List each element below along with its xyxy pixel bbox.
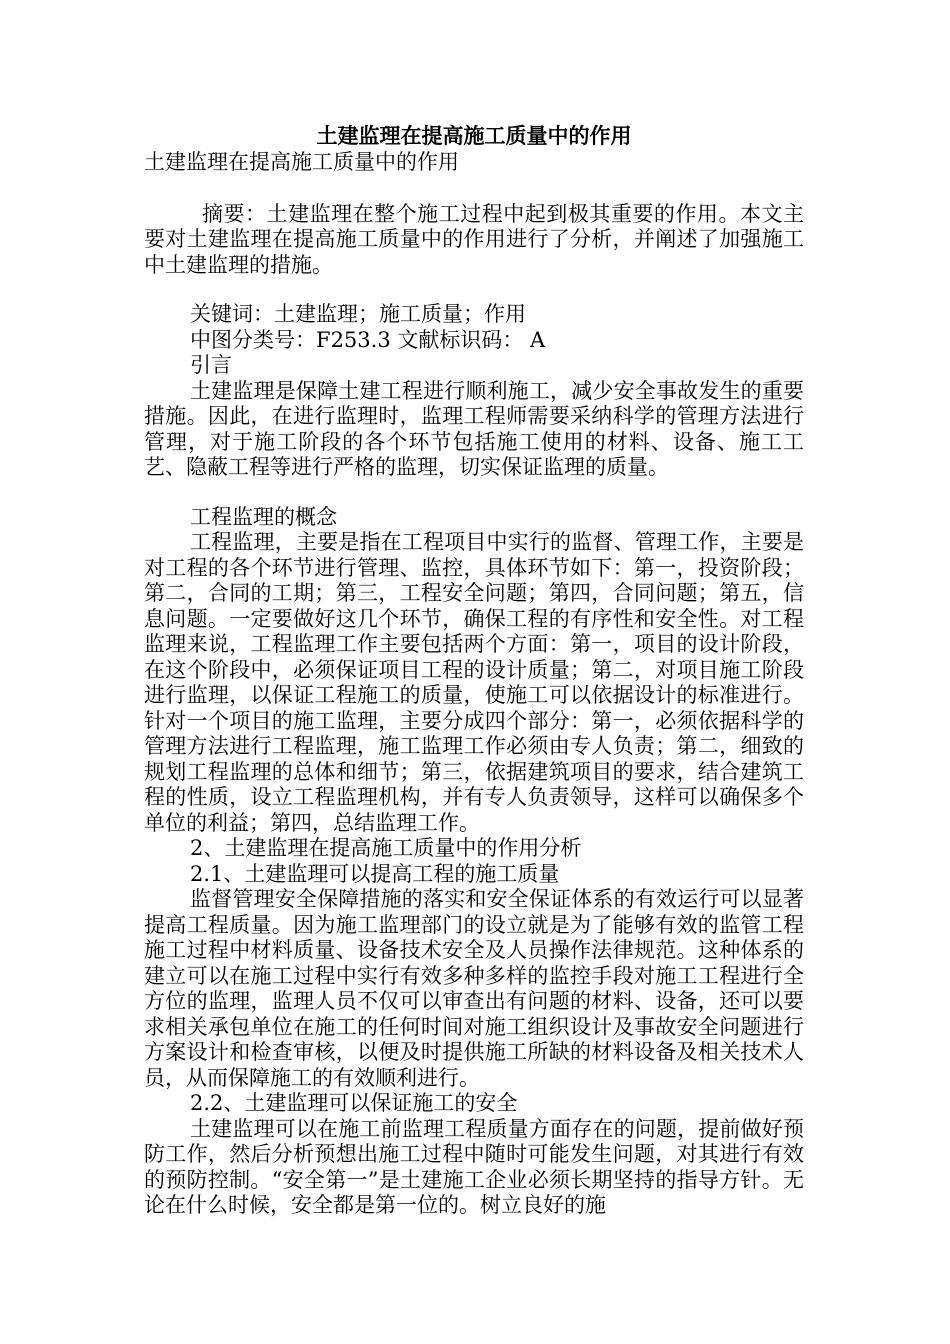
intro-paragraph: 土建监理是保障土建工程进行顺利施工，减少安全事故发生的重要措施。因此，在进行监理时，监理工程师需要采纳科学的管理方法进行管理，对于施工阶段的各个环节包括施工使用的材料、设备、施工工艺、隐蔽工程等进行严格的监理，切实保证监理的质量。: [144, 378, 804, 479]
classification-line: 中图分类号：F253.3 文献标识码： A: [190, 327, 546, 352]
section1-heading: 工程监理的概念: [190, 504, 337, 529]
section1-paragraph: 工程监理，主要是指在工程项目中实行的监督、管理工作，主要是对工程的各个环节进行管理、监控，具体环节如下：第一，投资阶段；第二，合同的工期；第三，工程安全问题；第四，合同问题；第五，信息问题。一定要做好这几个环节，确保工程的有序性和安全性。对工程监理来说，工程监理工作主要包括两个方面：第一，项目的设计阶段，在这个阶段中，必须保证项目工程的设计质量；第二，对项目施工阶段进行监理，以保证工程施工的质量，使施工可以依据设计的标准进行。针对一个项目的施工监理，主要分成四个部分：第一，必须依据科学的管理方法进行工程监理，施工监理工作必须由专人负责；第二，细致的规划工程监理的总体和细节；第三，依据建筑项目的要求，结合建筑工程的性质，设立工程监理机构，并有专人负责领导，这样可以确保多个单位的利益；第四，总结监理工作。: [144, 530, 804, 835]
section22-heading: 2.2、土建监理可以保证施工的安全: [190, 1091, 518, 1115]
document-subtitle: 土建监理在提高施工质量中的作用: [144, 150, 459, 174]
document-body: [144, 122, 804, 1219]
section21-paragraph: 监督管理安全保障措施的落实和安全保证体系的有效运行可以显著提高工程质量。因为施工监理部门的设立就是为了能够有效的监管工程施工过程中材料质量、设备技术安全及人员操作法律规范。这种体系的建立可以在施工过程中实行有效多种多样的监控手段对施工工程进行全方位的监理，监理人员不仅可以审查出有问题的材料、设备，还可以要求相关承包单位在施工的任何时间对施工组织设计及事故安全问题进行方案设计和检查审核，以便及时提供施工所缺的材料设备及相关技术人员，从而保障施工的有效顺利进行。: [144, 887, 804, 1090]
intro-heading: 引言: [190, 353, 232, 377]
keywords-line: 关键词：土建监理；施工质量；作用: [190, 302, 526, 326]
section21-heading: 2.1、土建监理可以提高工程的施工质量: [190, 861, 560, 886]
section22-paragraph: 土建监理可以在施工前监理工程质量方面存在的问题，提前做好预防工作，然后分析预想出施工过程中随时可能发生问题，对其进行有效的预防控制。“安全第一”是土建施工企业必须长期坚持的指导方针。无论在什么时候，安全都是第一位的。树立良好的施: [144, 1116, 804, 1217]
abstract-paragraph: 摘要：土建监理在整个施工过程中起到极其重要的作用。本文主要对土建监理在提高施工质量中的作用进行了分析，并阐述了加强施工中土建监理的措施。: [144, 201, 804, 277]
document-title: 土建监理在提高施工质量中的作用: [316, 123, 632, 148]
section2-heading: 2、土建监理在提高施工质量中的作用分析: [190, 836, 582, 860]
